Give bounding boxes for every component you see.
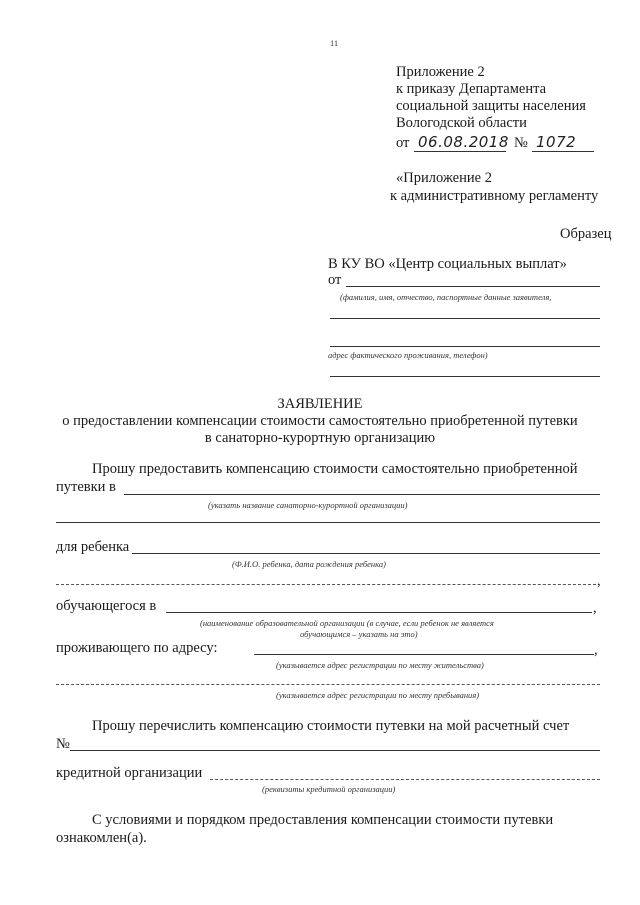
regulation-title: «Приложение 2 [396, 170, 492, 186]
page-number: 11 [330, 38, 339, 48]
hint-school-1: (наименование образовательной организации (в случае, если ребенок не является [200, 618, 494, 628]
hint-school-2: обучающимся – указать на это) [300, 629, 418, 639]
bank-label: кредитной организации [56, 765, 203, 781]
hint-child: (Ф.И.О. ребенка, дата рождения ребенка) [232, 559, 386, 569]
document-subtitle-1: о предоставлении компенсации стоимости самостоятельно приобретенной путевки [62, 413, 578, 429]
document-title: ЗАЯВЛЕНИЕ [277, 396, 363, 412]
hint-fio: (фамилия, имя, отчество, паспортные данные заявителя, [340, 292, 552, 302]
school-label: обучающегося в [56, 598, 157, 614]
hint-stay: (указывается адрес регистрации по месту пребывания) [276, 690, 480, 700]
addressee-to: В КУ ВО «Центр социальных выплат» [328, 256, 567, 272]
appendix-date-prefix: от [396, 135, 410, 151]
appendix-line3: социальной защиты населения [396, 98, 586, 114]
comma-2: , [593, 600, 597, 616]
agree-line-2: ознакомлен(а). [56, 830, 147, 846]
hint-bank: (реквизиты кредитной организации) [262, 784, 396, 794]
request-line-2: путевки в [56, 479, 116, 495]
account-label: № [56, 736, 70, 752]
request-line-1: Прошу предоставить компенсацию стоимости самостоятельно приобретенной [92, 461, 578, 477]
appendix-title: Приложение 2 [396, 64, 485, 80]
sample-label: Образец [560, 226, 612, 242]
transfer-line: Прошу перечислить компенсацию стоимости путевки на мой расчетный счет [92, 718, 570, 734]
appendix-number-prefix: № [514, 135, 528, 151]
appendix-line4: Вологодской области [396, 115, 527, 131]
comma-3: , [594, 642, 598, 658]
appendix-date-value: 06.08.2018 [418, 133, 509, 151]
regulation-line2: к административному регламенту [390, 188, 599, 204]
appendix-number-value: 1072 [536, 133, 577, 151]
child-label: для ребенка [56, 539, 130, 555]
appendix-line2: к приказу Департамента [396, 81, 547, 97]
hint-registration: (указывается адрес регистрации по месту жительства) [276, 660, 484, 670]
address-label: проживающего по адресу: [56, 640, 218, 656]
agree-line-1: С условиями и порядком предоставления компенсации стоимости путевки [92, 812, 554, 828]
hint-sanatorium: (указать название санаторно-курортной организации) [208, 500, 408, 510]
document-subtitle-2: в санаторно-курортную организацию [204, 430, 436, 446]
comma-1: , [597, 573, 601, 589]
addressee-from-label: от [328, 272, 342, 288]
hint-address: адрес фактического проживания, телефон) [328, 350, 488, 360]
